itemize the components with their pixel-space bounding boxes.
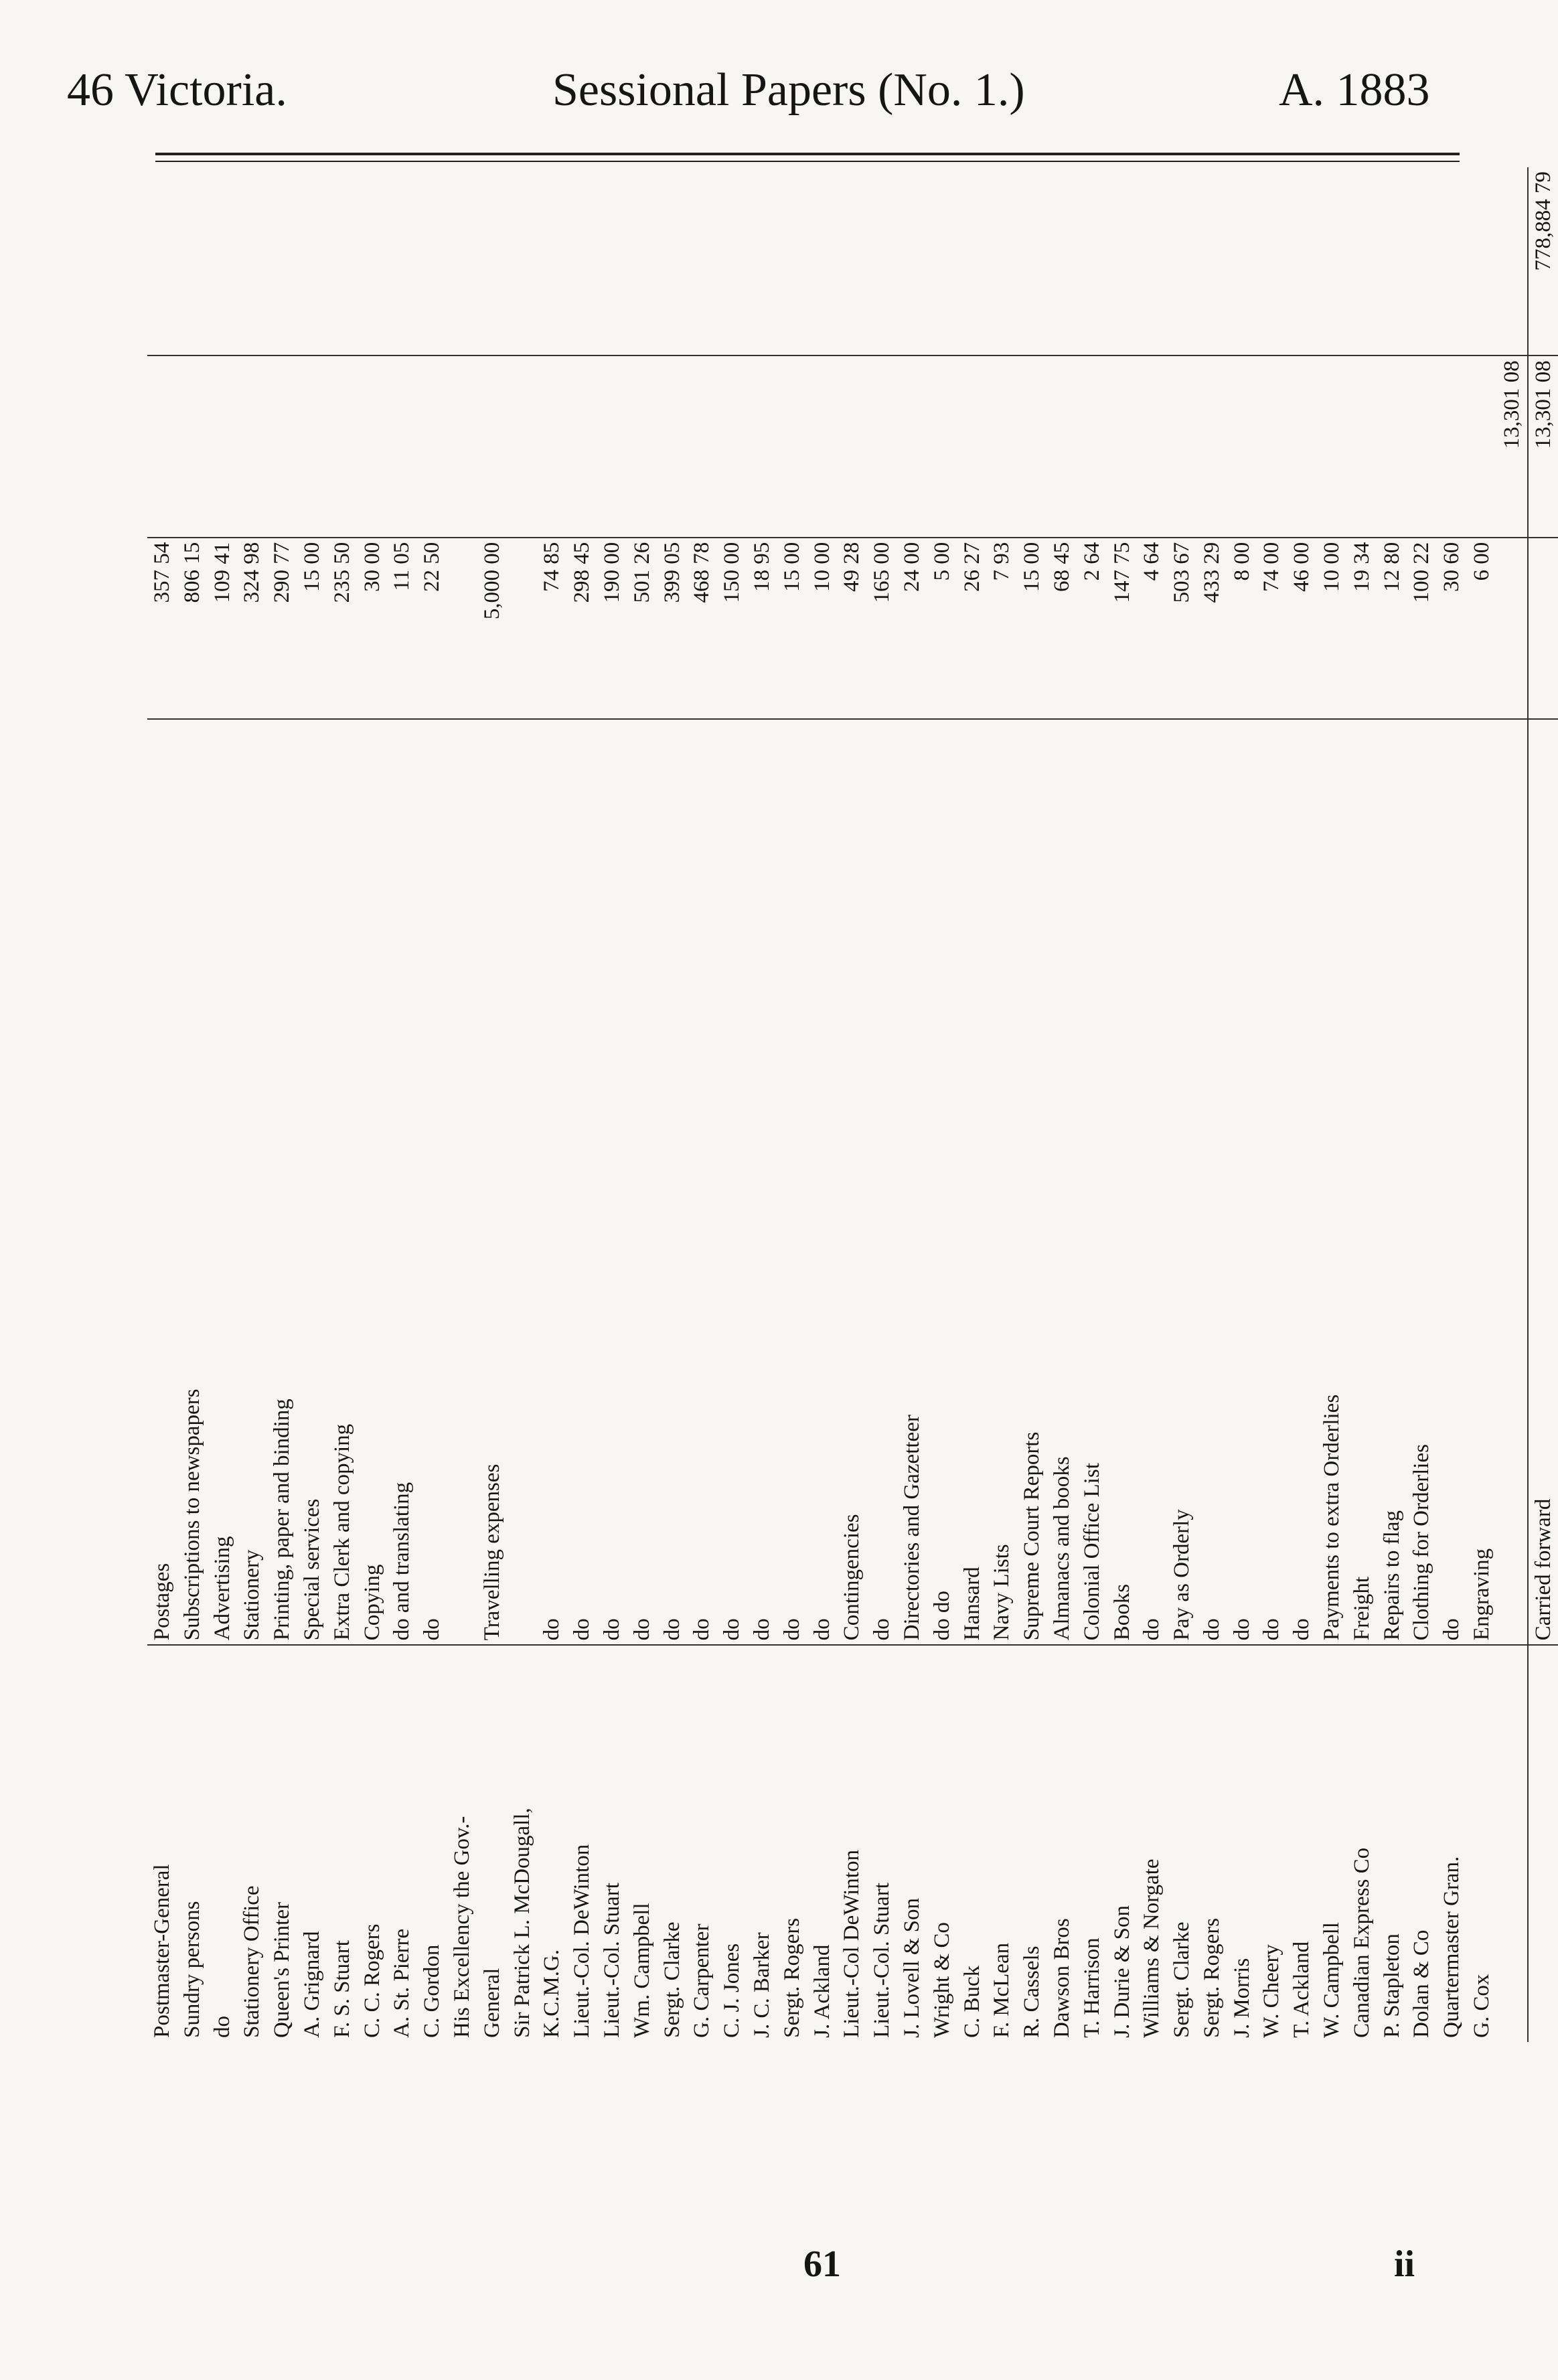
amount-cell: 26 27 — [957, 538, 988, 719]
service-cell: do — [540, 1618, 564, 1641]
amount-cell: 12 80 — [1377, 538, 1407, 719]
service-cell: Repairs to flag — [1379, 1510, 1404, 1641]
table-row — [897, 167, 927, 2042]
subtotal-cell — [687, 355, 717, 537]
service-cell: Colonial Office List — [1079, 1463, 1104, 1641]
total-cell — [777, 167, 807, 355]
table-row — [1287, 167, 1317, 2042]
service-cell: do — [870, 1618, 894, 1641]
service-cell: Travelling expenses — [479, 1463, 504, 1641]
subtotal-cell — [657, 355, 688, 537]
total-cell — [687, 167, 717, 355]
subtotal-cell — [987, 355, 1017, 537]
amount-cell: 68 45 — [1047, 538, 1077, 719]
service-cell: do do — [929, 1591, 954, 1641]
table-row — [1047, 167, 1077, 2042]
subtotal-cell — [1047, 355, 1077, 537]
table-row — [508, 167, 538, 2042]
subtotal-cell — [777, 355, 807, 537]
amount-cell: 324 98 — [237, 538, 267, 719]
total-cell — [477, 167, 508, 355]
header-rule-thin — [155, 161, 1460, 162]
carried-forward-row — [1528, 167, 1558, 2042]
table-row — [1407, 167, 1437, 2042]
total-cell — [387, 167, 417, 355]
payee-cell: Sergt. Clarke — [657, 1645, 688, 2042]
subtotal-cell — [177, 355, 208, 537]
service-cell: Freight — [1349, 1576, 1374, 1641]
table-row — [717, 167, 747, 2042]
table-row — [208, 167, 238, 2042]
carried-forward-payee — [1528, 1645, 1558, 2042]
service-cell: do — [599, 1618, 624, 1641]
subtotal-cell — [267, 355, 297, 537]
total-cell — [957, 167, 988, 355]
amount-cell: 18 95 — [747, 538, 777, 719]
table-row — [267, 167, 297, 2042]
subtotal-cell — [1407, 355, 1437, 537]
amount-cell: 15 00 — [1017, 538, 1047, 719]
service-cell: do — [629, 1618, 654, 1641]
amount-cell: 11 05 — [387, 538, 417, 719]
payee-cell: G. Carpenter — [687, 1645, 717, 2042]
table-row — [1347, 167, 1377, 2042]
payee-cell: W. Campbell — [1317, 1645, 1347, 2042]
service-cell: do — [1229, 1618, 1254, 1641]
service-cell: do — [1140, 1618, 1164, 1641]
total-cell — [627, 167, 657, 355]
payee-cell: Queen's Printer — [267, 1645, 297, 2042]
subtotal-service — [1497, 719, 1528, 1645]
total-cell — [1287, 167, 1317, 355]
payee-cell: J. Morris — [1227, 1645, 1257, 2042]
service-cell: Books — [1109, 1583, 1134, 1641]
subtotal-amount — [1497, 538, 1528, 719]
subtotal-cell — [957, 355, 988, 537]
subtotal-row — [1497, 167, 1528, 2042]
service-cell: do — [1199, 1618, 1224, 1641]
payee-cell: Lieut.-Col DeWinton — [837, 1645, 867, 2042]
subtotal-cell — [1077, 355, 1107, 537]
payee-cell: Stationery Office — [237, 1645, 267, 2042]
total-cell — [237, 167, 267, 355]
header-title: Sessional Papers (No. 1.) — [552, 64, 1025, 116]
payee-cell: K.C.M.G. — [537, 1645, 567, 2042]
service-cell: Copying — [360, 1564, 384, 1641]
payee-cell: C. C. Rogers — [358, 1645, 388, 2042]
service-cell: Supreme Court Reports — [1020, 1431, 1044, 1641]
table-row — [1227, 167, 1257, 2042]
subtotal-payee — [1497, 1645, 1528, 2042]
payee-cell: W. Cheery — [1257, 1645, 1287, 2042]
subtotal-cell — [807, 355, 838, 537]
payee-cell: T. Ackland — [1287, 1645, 1317, 2042]
amount-cell: 6 00 — [1467, 538, 1497, 719]
table-row — [657, 167, 688, 2042]
payee-cell: J. Durie & Son — [1107, 1645, 1138, 2042]
total-cell — [297, 167, 327, 355]
header-session: 46 Victoria. — [67, 64, 287, 116]
payee-cell: Quartermaster Gran. — [1437, 1645, 1467, 2042]
amount-cell: 501 26 — [627, 538, 657, 719]
table-row — [477, 167, 508, 2042]
amount-cell — [508, 538, 538, 719]
total-cell — [927, 167, 957, 355]
subtotal-cell — [627, 355, 657, 537]
table-row — [627, 167, 657, 2042]
table-row — [987, 167, 1017, 2042]
table-row — [957, 167, 988, 2042]
payee-cell: Sergt. Clarke — [1167, 1645, 1197, 2042]
amount-cell: 22 50 — [417, 538, 447, 719]
subtotal-cell — [1227, 355, 1257, 537]
service-cell: do — [570, 1618, 595, 1641]
payee-cell: General — [477, 1645, 508, 2042]
table-row — [537, 167, 567, 2042]
total-cell — [447, 167, 477, 355]
table-row — [567, 167, 597, 2042]
subtotal-cell — [747, 355, 777, 537]
total-cell — [177, 167, 208, 355]
carried-forward-amount — [1528, 538, 1558, 719]
carried-forward-label: Carried forward — [1528, 719, 1558, 1645]
service-cell: do and translating — [390, 1482, 414, 1641]
table-row — [777, 167, 807, 2042]
subtotal-cell — [1107, 355, 1138, 537]
total-cell — [1017, 167, 1047, 355]
amount-cell — [447, 538, 477, 719]
total-cell — [327, 167, 358, 355]
table-row — [1017, 167, 1047, 2042]
service-cell: do — [1439, 1618, 1464, 1641]
subtotal-cell — [508, 355, 538, 537]
table-row — [747, 167, 777, 2042]
service-cell: Special services — [299, 1498, 324, 1641]
table-row — [358, 167, 388, 2042]
payee-cell: T. Harrison — [1077, 1645, 1107, 2042]
table-row — [177, 167, 208, 2042]
amount-cell: 2 64 — [1077, 538, 1107, 719]
subtotal-cell — [1287, 355, 1317, 537]
payee-cell: G. Cox — [1467, 1645, 1497, 2042]
service-cell: Engraving — [1470, 1548, 1494, 1641]
service-cell: Clothing for Orderlies — [1409, 1444, 1434, 1641]
payee-cell: Lieut.-Col. Stuart — [867, 1645, 897, 2042]
subtotal-cell — [1197, 355, 1227, 537]
table-row — [687, 167, 717, 2042]
table-row — [1107, 167, 1138, 2042]
amount-cell: 357 54 — [147, 538, 177, 719]
subtotal-cell — [147, 355, 177, 537]
service-cell: Subscriptions to newspapers — [179, 1389, 204, 1641]
amount-cell: 100 22 — [1407, 538, 1437, 719]
service-cell: do — [720, 1618, 745, 1641]
payee-cell: P. Stapleton — [1377, 1645, 1407, 2042]
amount-cell: 806 15 — [177, 538, 208, 719]
total-cell — [1137, 167, 1167, 355]
table-row — [1197, 167, 1227, 2042]
service-cell: Navy Lists — [990, 1544, 1014, 1641]
table-row — [1437, 167, 1467, 2042]
service-cell: do — [809, 1618, 834, 1641]
subtotal-cell — [717, 355, 747, 537]
subtotal-cell — [1167, 355, 1197, 537]
subtotal-cell — [387, 355, 417, 537]
total-cell — [597, 167, 627, 355]
table-row — [417, 167, 447, 2042]
total-cell — [1437, 167, 1467, 355]
amount-cell: 5,000 00 — [477, 538, 508, 719]
carried-forward-subtotal: 13,301 08 — [1528, 355, 1558, 537]
table-row — [327, 167, 358, 2042]
subtotal-cell — [477, 355, 508, 537]
service-cell: Postages — [150, 1563, 174, 1641]
amount-cell: 19 34 — [1347, 538, 1377, 719]
payee-cell: J. Ackland — [807, 1645, 838, 2042]
table-row — [297, 167, 327, 2042]
service-cell: Hansard — [959, 1567, 984, 1641]
payee-cell: Canadian Express Co — [1347, 1645, 1377, 2042]
table-row — [147, 167, 177, 2042]
subtotal-cell — [1377, 355, 1407, 537]
amount-cell: 10 00 — [807, 538, 838, 719]
subtotal-value: 13,301 08 — [1497, 355, 1528, 537]
table-row — [597, 167, 627, 2042]
total-cell — [1197, 167, 1227, 355]
table-row — [1077, 167, 1107, 2042]
service-cell: do — [1290, 1618, 1314, 1641]
total-cell — [1167, 167, 1197, 355]
total-cell — [807, 167, 838, 355]
total-cell — [1317, 167, 1347, 355]
payee-cell: Wright & Co — [927, 1645, 957, 2042]
header-year: A. 1883 — [1279, 64, 1430, 116]
subtotal-cell — [1317, 355, 1347, 537]
service-cell: Pay as Orderly — [1170, 1509, 1194, 1641]
subtotal-cell — [327, 355, 358, 537]
amount-cell: 433 29 — [1197, 538, 1227, 719]
total-cell — [1077, 167, 1107, 355]
amount-cell: 298 45 — [567, 538, 597, 719]
total-cell — [1047, 167, 1077, 355]
total-cell — [208, 167, 238, 355]
table-row — [867, 167, 897, 2042]
subtotal-cell — [417, 355, 447, 537]
service-cell: Payments to extra Orderlies — [1320, 1394, 1344, 1641]
total-cell — [1407, 167, 1437, 355]
amount-cell: 468 78 — [687, 538, 717, 719]
sheet-marker: ii — [1394, 2243, 1415, 2285]
total-cell — [1467, 167, 1497, 355]
subtotal-cell — [1437, 355, 1467, 537]
total-cell — [867, 167, 897, 355]
amount-cell: 190 00 — [597, 538, 627, 719]
total-cell — [657, 167, 688, 355]
total-cell — [747, 167, 777, 355]
payee-cell: R. Cassels — [1017, 1645, 1047, 2042]
subtotal-cell — [897, 355, 927, 537]
table-row — [807, 167, 838, 2042]
service-cell: do — [749, 1618, 774, 1641]
payee-cell: Lieut.-Col. DeWinton — [567, 1645, 597, 2042]
total-cell — [567, 167, 597, 355]
payee-cell: A. St. Pierre — [387, 1645, 417, 2042]
subtotal-cell — [358, 355, 388, 537]
amount-cell: 399 05 — [657, 538, 688, 719]
total-cell — [358, 167, 388, 355]
amount-cell: 150 00 — [717, 538, 747, 719]
service-cell: Extra Clerk and copying — [329, 1423, 354, 1641]
table-row — [1257, 167, 1287, 2042]
subtotal-cell — [1017, 355, 1047, 537]
payee-cell: F. S. Stuart — [327, 1645, 358, 2042]
amount-cell: 7 93 — [987, 538, 1017, 719]
subtotal-cell — [537, 355, 567, 537]
amount-cell: 290 77 — [267, 538, 297, 719]
amount-cell: 4 64 — [1137, 538, 1167, 719]
payee-cell: C. Gordon — [417, 1645, 447, 2042]
payee-cell: Sergt. Rogers — [777, 1645, 807, 2042]
payee-cell: Dawson Bros — [1047, 1645, 1077, 2042]
subtotal-cell — [1137, 355, 1167, 537]
service-cell: do — [659, 1618, 684, 1641]
service-cell — [447, 719, 477, 1645]
table-row — [447, 167, 477, 2042]
service-cell: do — [1259, 1618, 1284, 1641]
amount-cell: 235 50 — [327, 538, 358, 719]
table-row — [387, 167, 417, 2042]
payee-cell: J. C. Barker — [747, 1645, 777, 2042]
amount-cell: 15 00 — [777, 538, 807, 719]
table-row — [237, 167, 267, 2042]
amount-cell: 5 00 — [927, 538, 957, 719]
subtotal-cell — [837, 355, 867, 537]
amount-cell: 49 28 — [837, 538, 867, 719]
subtotal-cell — [208, 355, 238, 537]
payee-cell: Wm. Campbell — [627, 1645, 657, 2042]
total-cell — [897, 167, 927, 355]
carried-forward-total: 778,884 79 — [1528, 167, 1558, 355]
amount-cell: 109 41 — [208, 538, 238, 719]
subtotal-cell — [1257, 355, 1287, 537]
amount-cell: 74 00 — [1257, 538, 1287, 719]
total-cell — [717, 167, 747, 355]
service-cell: Printing, paper and binding — [270, 1399, 295, 1641]
subtotal-cell — [447, 355, 477, 537]
subtotal-cell — [237, 355, 267, 537]
payee-cell: A. Grignard — [297, 1645, 327, 2042]
total-cell — [1107, 167, 1138, 355]
subtotal-cell — [1347, 355, 1377, 537]
service-cell: do — [779, 1618, 804, 1641]
payee-cell: Lieut.-Col. Stuart — [597, 1645, 627, 2042]
amount-cell: 30 60 — [1437, 538, 1467, 719]
payee-cell: Dolan & Co — [1407, 1645, 1437, 2042]
payee-cell: C. J. Jones — [717, 1645, 747, 2042]
amount-cell: 503 67 — [1167, 538, 1197, 719]
subtotal-cell — [567, 355, 597, 537]
table-row — [1467, 167, 1497, 2042]
payee-cell: Postmaster-General — [147, 1645, 177, 2042]
total-cell — [537, 167, 567, 355]
ledger-summary — [1497, 167, 1558, 2042]
ledger-area — [147, 167, 1555, 2042]
amount-cell: 10 00 — [1317, 538, 1347, 719]
payee-cell: do — [208, 1645, 238, 2042]
amount-cell: 8 00 — [1227, 538, 1257, 719]
amount-cell: 15 00 — [297, 538, 327, 719]
total-cell — [1227, 167, 1257, 355]
payee-cell: Sergt. Rogers — [1197, 1645, 1227, 2042]
amount-cell: 24 00 — [897, 538, 927, 719]
subtotal-cell — [597, 355, 627, 537]
page-number: 61 — [803, 2243, 841, 2285]
total-cell — [508, 167, 538, 355]
amount-cell: 46 00 — [1287, 538, 1317, 719]
subtotal-cell — [1467, 355, 1497, 537]
payee-cell: Williams & Norgate — [1137, 1645, 1167, 2042]
total-cell — [147, 167, 177, 355]
payee-cell: F. McLean — [987, 1645, 1017, 2042]
service-cell — [508, 719, 538, 1645]
service-cell: Contingencies — [840, 1514, 864, 1641]
subtotal-cell — [297, 355, 327, 537]
subtotal-cell — [867, 355, 897, 537]
total-cell — [1347, 167, 1377, 355]
service-cell: Almanacs and books — [1049, 1456, 1074, 1641]
total-cell — [1257, 167, 1287, 355]
table-row — [1317, 167, 1347, 2042]
service-cell: Directories and Gazetteer — [899, 1415, 924, 1641]
table-row — [927, 167, 957, 2042]
payee-cell: His Excellency the Gov.- — [447, 1645, 477, 2042]
service-cell: do — [690, 1618, 714, 1641]
ledger-table — [147, 167, 1558, 2042]
amount-cell: 165 00 — [867, 538, 897, 719]
ledger-body — [147, 167, 1497, 2042]
amount-cell: 74 85 — [537, 538, 567, 719]
total-cell — [267, 167, 297, 355]
table-row — [1377, 167, 1407, 2042]
subtotal-total — [1497, 167, 1528, 355]
total-cell — [837, 167, 867, 355]
payee-cell: C. Buck — [957, 1645, 988, 2042]
payee-cell: Sir Patrick L. McDougall, — [508, 1645, 538, 2042]
table-row — [1167, 167, 1197, 2042]
subtotal-cell — [927, 355, 957, 537]
amount-cell: 30 00 — [358, 538, 388, 719]
table-row — [1137, 167, 1167, 2042]
header-rule-thick — [155, 153, 1460, 155]
ledger-rotated — [147, 167, 1555, 2042]
amount-cell: 147 75 — [1107, 538, 1138, 719]
payee-cell: J. Lovell & Son — [897, 1645, 927, 2042]
total-cell — [987, 167, 1017, 355]
total-cell — [417, 167, 447, 355]
payee-cell: Sundry persons — [177, 1645, 208, 2042]
table-row — [837, 167, 867, 2042]
service-cell: Stationery — [240, 1549, 264, 1641]
service-cell: do — [420, 1618, 445, 1641]
service-cell: Advertising — [210, 1536, 234, 1641]
total-cell — [1377, 167, 1407, 355]
